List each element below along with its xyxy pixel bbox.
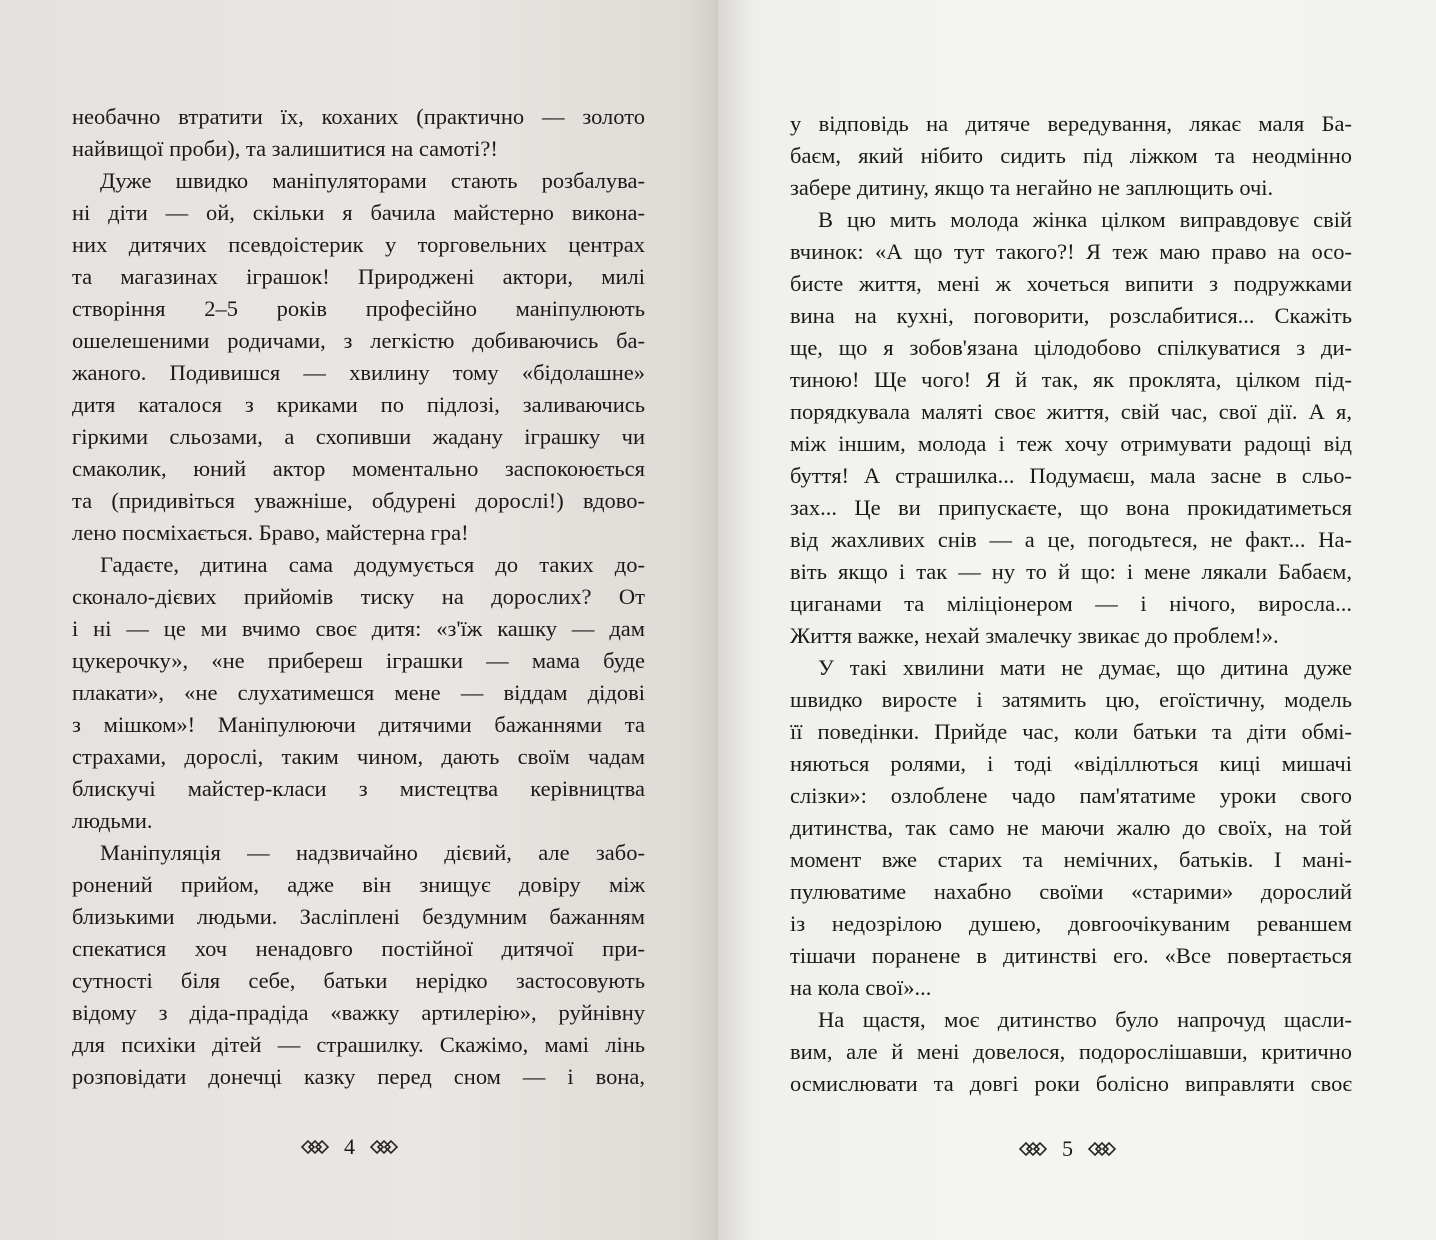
text-line: від жахливих снів — а це, погодьтеся, не факт... На- (790, 527, 1352, 552)
text-line: Гадаєте, дитина сама додумується до таких до- (100, 552, 645, 577)
text-line: і ні — це ми вчимо своє дитя: «з'їж кашку — дам (72, 616, 645, 641)
paragraph (790, 652, 1352, 1004)
text-line: людьми. (72, 808, 153, 833)
text-line: швидко виросте і затямить цю, егоїстичну, модель (790, 687, 1352, 712)
text-line: смаколик, юний актор моментально заспокоюється (72, 456, 645, 481)
text-line: ще, що я зобов'язана цілодобово спілкуватися з ди- (790, 335, 1352, 360)
text-line: блискучі майстер-класи з мистецтва керівництва (72, 776, 645, 801)
celtic-knot-icon (1018, 1141, 1048, 1157)
text-line: тішачи поранене в дитинстві его. «Все повертається (790, 943, 1352, 968)
paragraph (72, 837, 645, 1093)
text-line: її поведінки. Прийде час, коли батьки та діти обмі- (790, 719, 1352, 744)
text-line: вим, але й мені довелося, подорослішавши, критично (790, 1039, 1352, 1064)
text-line: вчинок: «А що тут такого?! Я теж маю право на осо- (790, 239, 1352, 264)
celtic-knot-icon (300, 1139, 330, 1155)
text-line: дитя каталося з криками по підлозі, заливаючись (72, 392, 645, 417)
text-line: близькими людьми. Засліплені бездумним бажанням (72, 904, 645, 929)
paragraph (72, 165, 645, 549)
text-line: Маніпуляція — надзвичайно дієвий, але забо- (100, 840, 645, 865)
text-line: відому з діда-прадіда «важку артилерію», руйнівну (72, 1000, 645, 1025)
text-line: розповідати донечці казку перед сном — і вона, (72, 1064, 645, 1089)
text-line: тиною! Ще чого! Я й так, як проклята, цілком під- (790, 367, 1352, 392)
right-page (718, 0, 1436, 1240)
text-line: із недозрілою душею, довгоочікуваним реваншем (790, 911, 1352, 936)
text-line: лено посміхається. Браво, майстерна гра! (72, 520, 469, 545)
text-line: віть якщо і так — ну то й що: і мене лякали Бабаєм, (790, 559, 1352, 584)
right-page-text (790, 108, 1352, 1100)
text-line: гіркими сльозами, а схопивши жадану іграшку чи (72, 424, 645, 449)
text-line: для психіки дітей — страшилку. Скажімо, мамі лінь (72, 1032, 645, 1057)
text-line: Дуже швидко маніпуляторами стають розбалува- (100, 168, 645, 193)
text-line: осмислювати та довгі роки болісно виправляти своє (790, 1071, 1352, 1096)
paragraph (790, 1004, 1352, 1100)
text-line: буття! А страшилка... Подумаєш, мала засне в сльо- (790, 463, 1352, 488)
text-line: баєм, який нібито сидить під ліжком та неодмінно (790, 143, 1352, 168)
paragraph (790, 108, 1352, 204)
text-line: та магазинах іграшок! Природжені актори, милі (72, 264, 645, 289)
text-line: слізки»: озлоблене чадо пам'ятатиме уроки свого (790, 783, 1352, 808)
text-line: на кола свої»... (790, 975, 932, 1000)
text-line: ні діти — ой, скільки я бачила майстерно викона- (72, 200, 645, 225)
text-line: ронений прийом, адже він знищує довіру між (72, 872, 645, 897)
page-number: 4 (344, 1134, 355, 1159)
text-line: жаного. Подивишся — хвилину тому «бідолашне» (72, 360, 645, 385)
text-line: У такі хвилини мати не думає, що дитина дуже (818, 655, 1352, 680)
paragraph (790, 204, 1352, 652)
page-number: 5 (1062, 1136, 1073, 1161)
text-line: сутності біля себе, батьки нерідко застосовують (72, 968, 645, 993)
page-number-footer (300, 1134, 399, 1160)
text-line: циганами та міліціонером — і нічого, виросла... (790, 591, 1352, 616)
text-line: найвищої проби), та залишитися на самоті?! (72, 136, 498, 161)
celtic-knot-icon (369, 1139, 399, 1155)
text-line: страхами, дорослі, таким чином, дають своїм чадам (72, 744, 645, 769)
text-line: момент вже старих та немічних, батьків. І мані- (790, 847, 1352, 872)
left-page-text (72, 101, 645, 1093)
text-line: та (придивіться уважніше, обдурені дорослі!) вдово- (72, 488, 645, 513)
text-line: бисте життя, мені ж хочеться випити з подружками (790, 271, 1352, 296)
text-line: сконало-дієвих прийомів тиску на дорослих? От (72, 584, 645, 609)
text-line: Життя важке, нехай змалечку звикає до проблем!». (790, 623, 1279, 648)
text-line: В цю мить молода жінка цілком виправдовує свій (818, 207, 1352, 232)
text-line: порядкувала маляті своє життя, свій час, свої дії. А я, (790, 399, 1352, 424)
text-line: вина на кухні, поговорити, розслабитися... Скажіть (790, 303, 1352, 328)
paragraph (72, 549, 645, 837)
celtic-knot-icon (1087, 1141, 1117, 1157)
page-number-footer (1018, 1136, 1117, 1162)
text-line: них дитячих псевдоістерик у торговельних центрах (72, 232, 645, 257)
text-line: забере дитину, якщо та негайно не заплющить очі. (790, 175, 1274, 200)
text-line: у відповідь на дитяче вередування, лякає маля Ба- (790, 111, 1352, 136)
text-line: дитинства, так само не маючи жалю до своїх, на той (790, 815, 1352, 840)
text-line: між іншим, молода і теж хочу отримувати радощі від (790, 431, 1352, 456)
text-line: ошелешеними родичами, з легкістю добиваючись ба- (72, 328, 645, 353)
text-line: спекатися хоч ненадовго постійної дитячої при- (72, 936, 645, 961)
text-line: створіння 2–5 років професійно маніпулюють (72, 296, 645, 321)
text-line: з мішком»! Маніпулюючи дитячими бажаннями та (72, 712, 645, 737)
text-line: необачно втратити їх, коханих (практично — золото (72, 104, 645, 129)
text-line: зах... Це ви припускаєте, що вона прокидатиметься (790, 495, 1352, 520)
text-line: плакати», «не слухатимешся мене — віддам дідові (72, 680, 645, 705)
paragraph (72, 101, 645, 165)
text-line: няються ролями, і тоді «віділлються киці мишачі (790, 751, 1352, 776)
text-line: цукерочку», «не прибереш іграшки — мама буде (72, 648, 645, 673)
text-line: На щастя, моє дитинство було напрочуд щасли- (818, 1007, 1352, 1032)
text-line: пулюватиме нахабно своїми «старими» дорослий (790, 879, 1352, 904)
